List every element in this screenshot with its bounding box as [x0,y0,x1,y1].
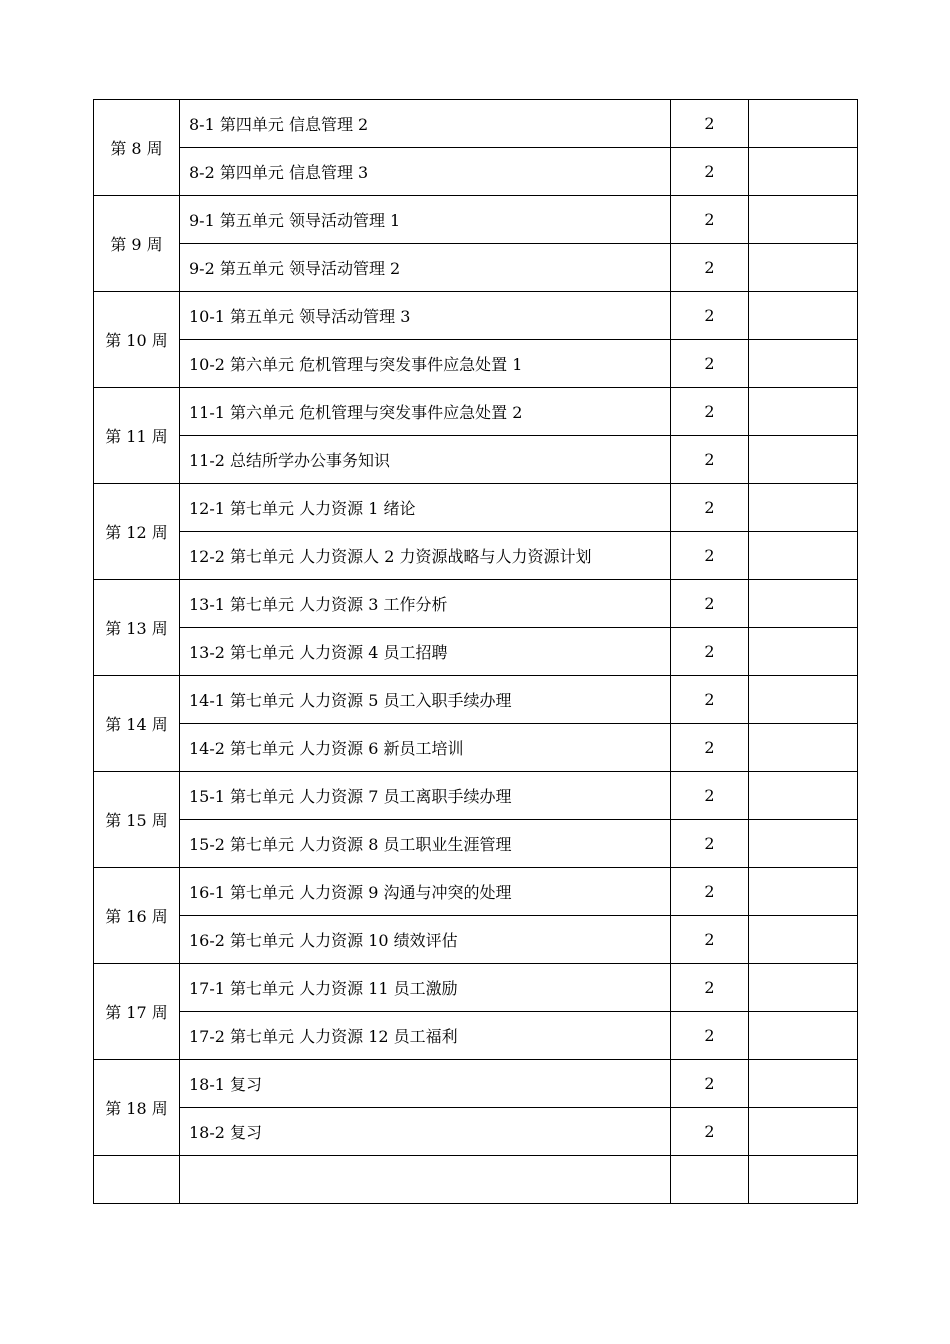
session-hours: 2 [671,100,749,148]
session-note [749,772,858,820]
session-note [749,292,858,340]
session-note [749,1108,858,1156]
session-content: 8-2 第四单元 信息管理 3 [180,148,671,196]
session-note [749,100,858,148]
session-note [749,1060,858,1108]
session-note [749,484,858,532]
session-hours: 2 [671,244,749,292]
session-hours: 2 [671,1012,749,1060]
table-row [94,1060,858,1108]
week-label: 第 17 周 [94,964,180,1060]
session-hours: 2 [671,388,749,436]
schedule-table [93,99,858,1204]
session-hours: 2 [671,820,749,868]
table-row [94,484,858,532]
session-note [749,868,858,916]
session-content: 9-1 第五单元 领导活动管理 1 [180,196,671,244]
empty-cell [749,1156,858,1204]
session-content: 15-2 第七单元 人力资源 8 员工职业生涯管理 [180,820,671,868]
table-row [94,676,858,724]
table-row [94,916,858,964]
session-content: 16-2 第七单元 人力资源 10 绩效评估 [180,916,671,964]
schedule-body [94,100,858,1204]
table-row [94,964,858,1012]
session-content: 13-1 第七单元 人力资源 3 工作分析 [180,580,671,628]
session-content: 18-2 复习 [180,1108,671,1156]
session-hours: 2 [671,676,749,724]
week-label: 第 15 周 [94,772,180,868]
week-label: 第 8 周 [94,100,180,196]
table-row [94,196,858,244]
session-hours: 2 [671,292,749,340]
session-content: 8-1 第四单元 信息管理 2 [180,100,671,148]
table-row [94,772,858,820]
session-hours: 2 [671,196,749,244]
session-note [749,724,858,772]
session-hours: 2 [671,916,749,964]
session-content: 13-2 第七单元 人力资源 4 员工招聘 [180,628,671,676]
session-note [749,340,858,388]
week-label: 第 9 周 [94,196,180,292]
session-hours: 2 [671,484,749,532]
session-note [749,820,858,868]
week-label: 第 12 周 [94,484,180,580]
session-note [749,676,858,724]
session-note [749,1012,858,1060]
week-label: 第 14 周 [94,676,180,772]
session-note [749,388,858,436]
table-row [94,724,858,772]
empty-row [94,1156,858,1204]
empty-cell [180,1156,671,1204]
table-row [94,244,858,292]
session-hours: 2 [671,868,749,916]
table-row [94,868,858,916]
session-note [749,532,858,580]
session-content: 9-2 第五单元 领导活动管理 2 [180,244,671,292]
session-hours: 2 [671,532,749,580]
table-row [94,1012,858,1060]
empty-cell [94,1156,180,1204]
week-label: 第 10 周 [94,292,180,388]
table-row [94,292,858,340]
session-hours: 2 [671,628,749,676]
session-content: 15-1 第七单元 人力资源 7 员工离职手续办理 [180,772,671,820]
session-note [749,148,858,196]
week-label: 第 18 周 [94,1060,180,1156]
session-hours: 2 [671,148,749,196]
session-content: 14-2 第七单元 人力资源 6 新员工培训 [180,724,671,772]
session-hours: 2 [671,772,749,820]
table-row [94,1108,858,1156]
session-hours: 2 [671,724,749,772]
session-hours: 2 [671,580,749,628]
session-note [749,244,858,292]
week-label: 第 11 周 [94,388,180,484]
session-content: 18-1 复习 [180,1060,671,1108]
session-hours: 2 [671,1108,749,1156]
session-content: 12-2 第七单元 人力资源人 2 力资源战略与人力资源计划 [180,532,671,580]
session-hours: 2 [671,964,749,1012]
session-note [749,964,858,1012]
table-row [94,580,858,628]
session-content: 10-1 第五单元 领导活动管理 3 [180,292,671,340]
week-label: 第 13 周 [94,580,180,676]
table-row [94,340,858,388]
session-note [749,436,858,484]
session-note [749,628,858,676]
session-hours: 2 [671,340,749,388]
session-content: 11-1 第六单元 危机管理与突发事件应急处置 2 [180,388,671,436]
table-row [94,820,858,868]
session-note [749,916,858,964]
session-content: 14-1 第七单元 人力资源 5 员工入职手续办理 [180,676,671,724]
session-content: 11-2 总结所学办公事务知识 [180,436,671,484]
table-row [94,388,858,436]
session-content: 10-2 第六单元 危机管理与突发事件应急处置 1 [180,340,671,388]
session-content: 17-2 第七单元 人力资源 12 员工福利 [180,1012,671,1060]
session-hours: 2 [671,1060,749,1108]
table-row [94,532,858,580]
session-content: 16-1 第七单元 人力资源 9 沟通与冲突的处理 [180,868,671,916]
session-content: 12-1 第七单元 人力资源 1 绪论 [180,484,671,532]
session-hours: 2 [671,436,749,484]
table-row [94,148,858,196]
session-content: 17-1 第七单元 人力资源 11 员工激励 [180,964,671,1012]
empty-cell [671,1156,749,1204]
session-note [749,580,858,628]
table-row [94,628,858,676]
table-row [94,100,858,148]
session-note [749,196,858,244]
week-label: 第 16 周 [94,868,180,964]
table-row [94,436,858,484]
